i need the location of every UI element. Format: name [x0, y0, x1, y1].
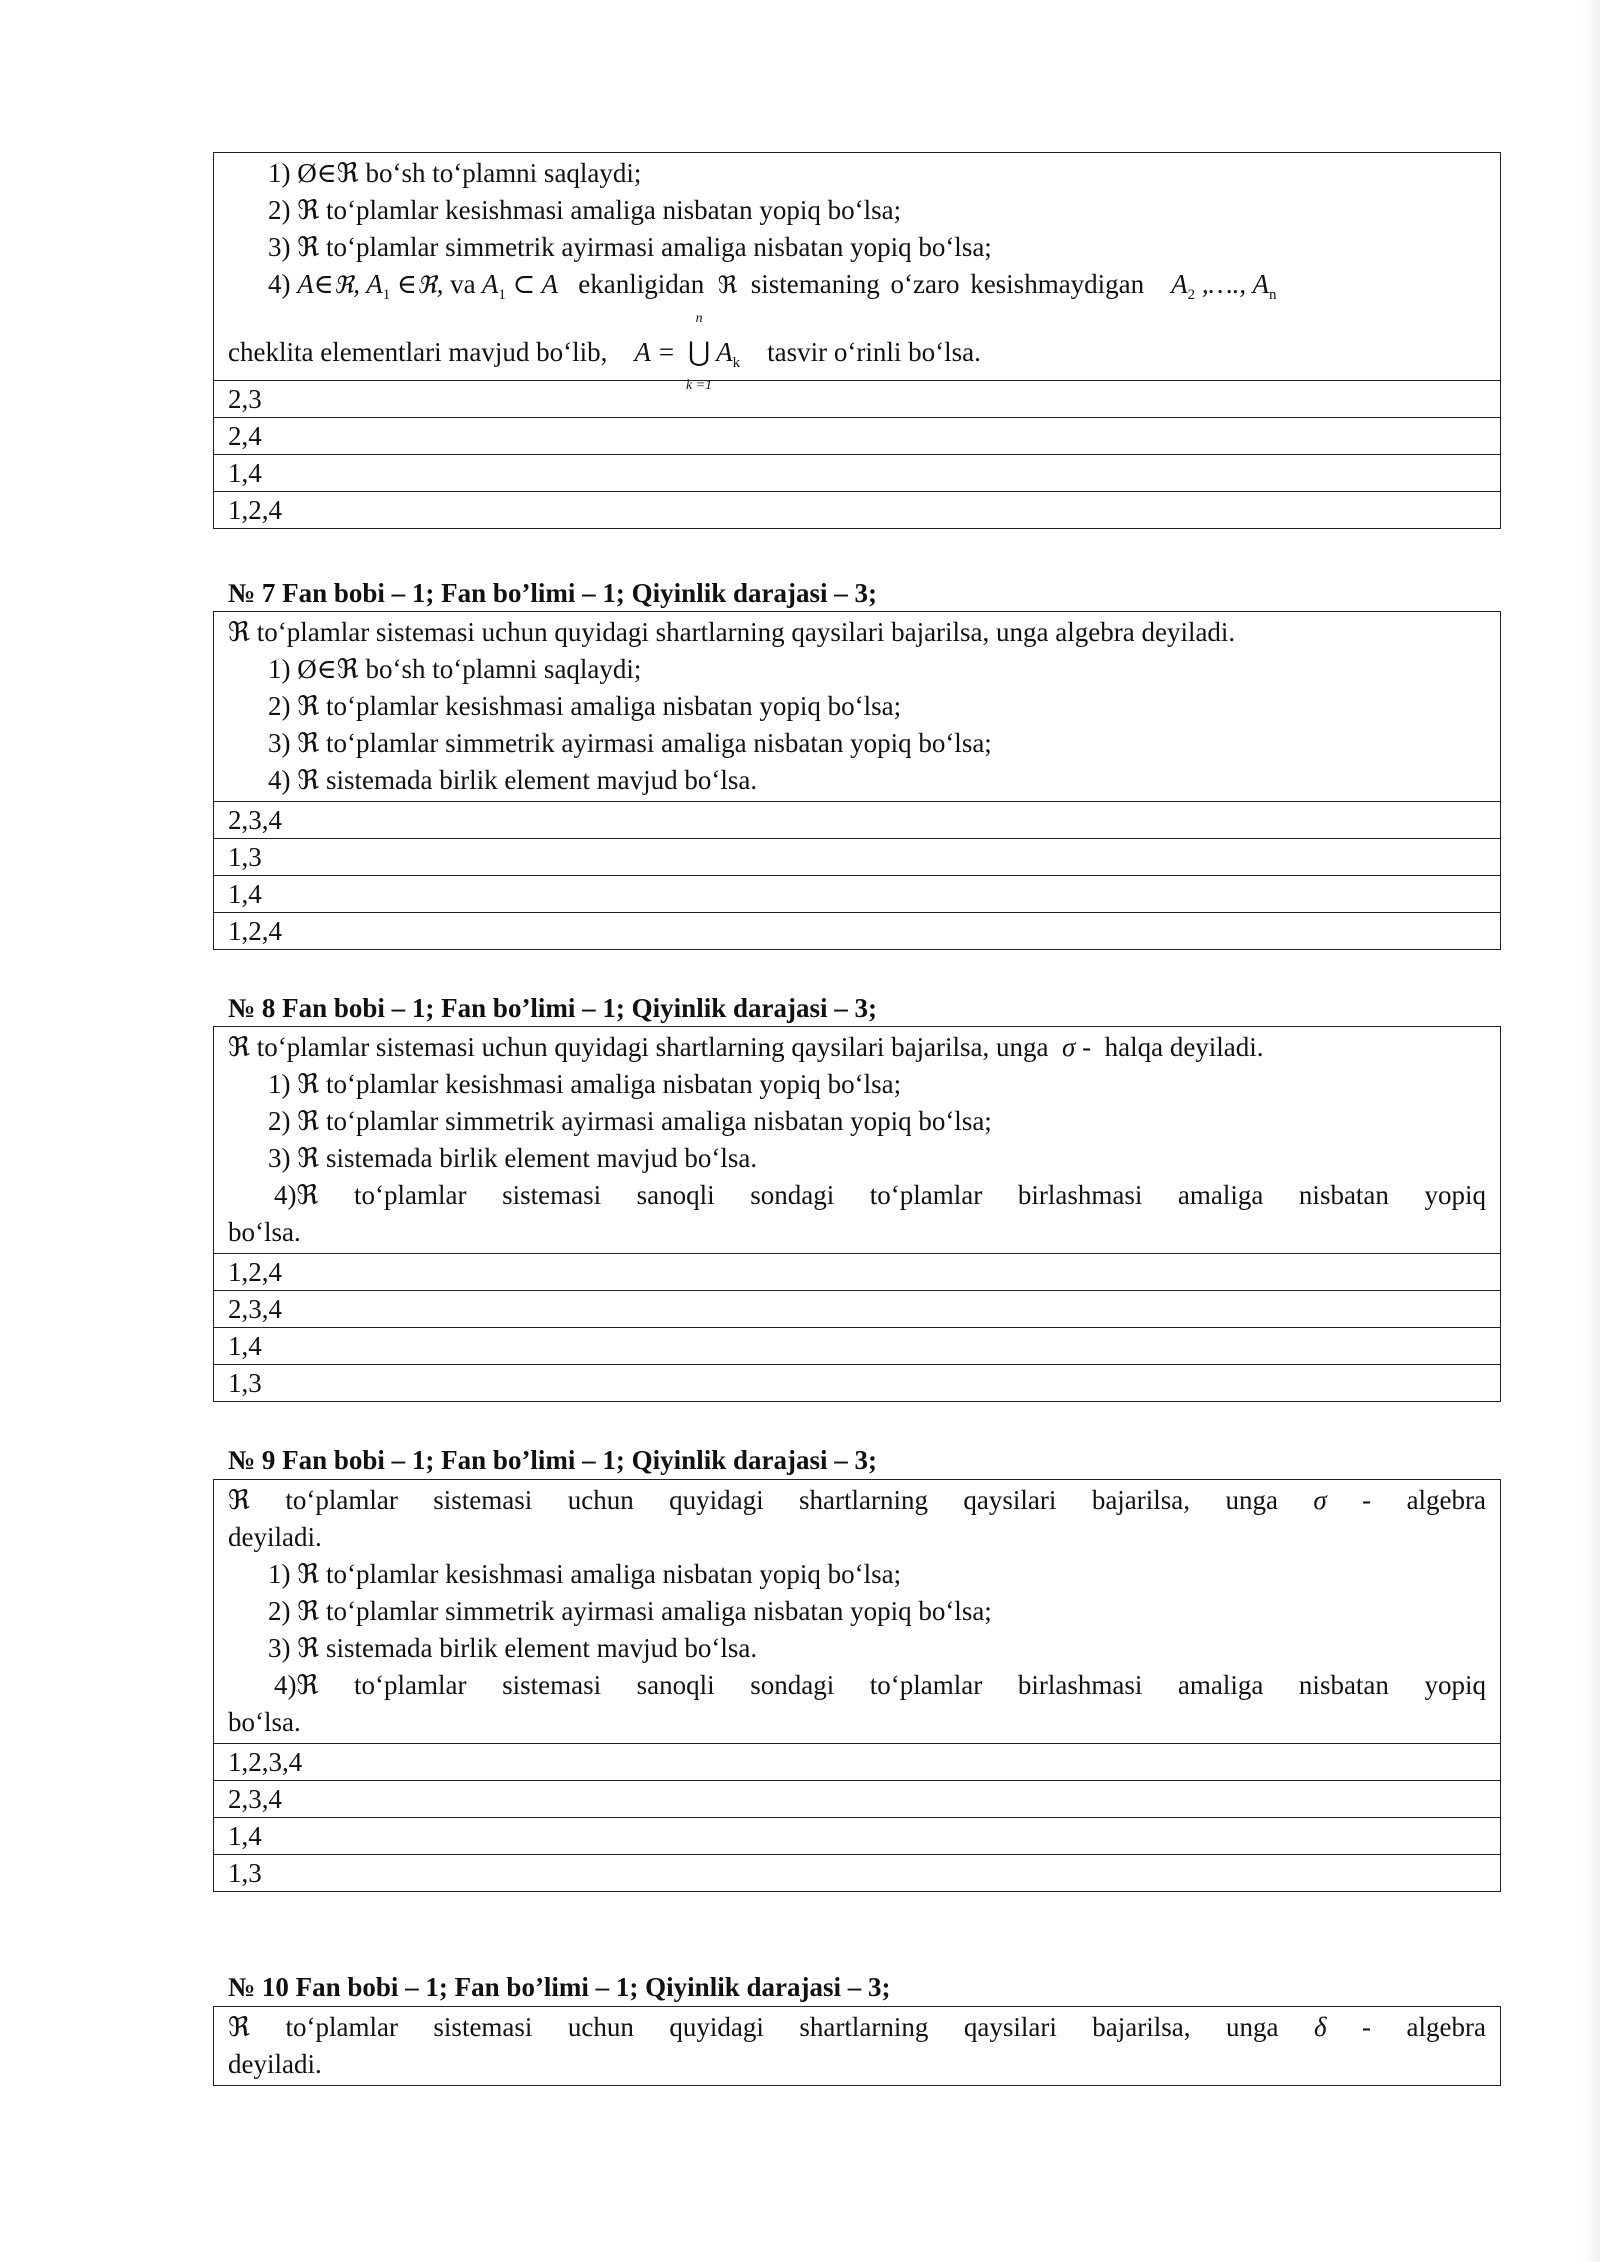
question-8-text [214, 1027, 1500, 1253]
condition-3: 3) ℜ to‘plamlar simmetrik ayirmasi amaliga nisbatan yopiq bo‘lsa; [268, 728, 992, 758]
delta-symbol: δ - [1314, 2012, 1372, 2042]
answer-option[interactable]: 2,3 [214, 380, 1500, 417]
answer-option[interactable]: 1,2,4 [214, 491, 1500, 528]
condition-1: 1) Ø∈ℜ bo‘sh to‘plamni saqlaydi; [268, 158, 642, 188]
answer-option[interactable]: 1,4 [214, 1327, 1500, 1364]
condition-4-number: 4) [268, 269, 291, 299]
question-8-heading: № 8 Fan bobi – 1; Fan bo’limi – 1; Qiyinlik darajasi – 3; [228, 993, 877, 1023]
question-10-table [213, 2006, 1501, 2086]
union-formula: A = n ⋃ k =1 $A_k$ [634, 311, 741, 393]
stem-text-end: halqa deyiladi. [1104, 1032, 1264, 1062]
answer-option[interactable]: 1,4 [214, 454, 1500, 491]
condition-4-text-d: tasvir o‘rinli bo‘lsa. [767, 337, 981, 367]
condition-4-sequence: $A_2$ ,…., $A_n$ [1171, 269, 1277, 303]
question-10-heading: № 10 Fan bobi – 1; Fan bo’limi – 1; Qiyinlik darajasi – 3; [228, 1972, 891, 2002]
condition-2: 2) ℜ to‘plamlar simmetrik ayirmasi amaliga nisbatan yopiq bo‘lsa; [268, 1106, 992, 1136]
question-10-text [214, 2007, 1500, 2085]
answer-option[interactable]: 1,2,4 [214, 912, 1500, 949]
answer-option[interactable]: 2,3,4 [214, 1290, 1500, 1327]
condition-2: 2) ℜ to‘plamlar simmetrik ayirmasi amaliga nisbatan yopiq bo‘lsa; [268, 1596, 992, 1626]
condition-1: 1) Ø∈ℜ bo‘sh to‘plamni saqlaydi; [268, 654, 642, 684]
answer-option[interactable]: 1,3 [214, 838, 1500, 875]
condition-4-formula: A∈ℜ, $A_1$ ∈ℜ, va $A_1$ ⊂ A [297, 269, 558, 303]
answer-option[interactable]: 1,4 [214, 875, 1500, 912]
condition-4: 4)ℜ to‘plamlar sistemasi sanoqli sondagi to‘plamlar birlashmasi amaliga nisbatan yopiq [274, 1670, 1486, 1700]
condition-3: 3) ℜ sistemada birlik element mavjud bo‘lsa. [268, 1633, 758, 1663]
condition-4-end: bo‘lsa. [228, 1217, 301, 1247]
question-7-text [214, 612, 1500, 801]
condition-4: 4) A∈ℜ, $A_1$ ∈ℜ, va $A_1$ ⊂ A ekanligidan ℜ sistemaning o‘zaro kesishmaydigan $A_2$ ,…., $A_n$ [268, 269, 1277, 303]
question-6-table [213, 152, 1501, 529]
stem-text-end: deyiladi. [228, 1522, 322, 1552]
condition-2: 2) ℜ to‘plamlar kesishmasi amaliga nisbatan yopiq bo‘lsa; [268, 195, 902, 225]
question-stem [228, 1029, 1486, 1066]
answer-option[interactable]: 1,2,4 [214, 1253, 1500, 1290]
question-9-table [213, 1479, 1501, 1892]
condition-4: 4) ℜ sistemada birlik element mavjud bo‘lsa. [268, 765, 758, 795]
answer-option[interactable]: 1,2,3,4 [214, 1743, 1500, 1780]
condition-1: 1) ℜ to‘plamlar kesishmasi amaliga nisbatan yopiq bo‘lsa; [268, 1069, 902, 1099]
page-edge-shadow [1582, 0, 1600, 2262]
condition-4-text-a: ekanligidan [578, 269, 705, 299]
stem-text-algebra: algebra [1406, 1485, 1487, 1515]
question-8-table [213, 1026, 1501, 1402]
question-9-text [214, 1480, 1500, 1743]
condition-4-text-c: cheklita elementlari mavjud bo‘lib, [228, 337, 608, 367]
stem-text: ℜ to‘plamlar sistemasi uchun quyidagi shartlarning qaysilari bajarilsa, unga [228, 1485, 1278, 1515]
question-6-text [214, 153, 1500, 393]
question-7-heading: № 7 Fan bobi – 1; Fan bo’limi – 1; Qiyinlik darajasi – 3; [228, 578, 877, 608]
condition-4-end: bo‘lsa. [228, 1707, 301, 1737]
answer-option[interactable]: 1,4 [214, 1817, 1500, 1854]
stem-text: ℜ to‘plamlar sistemasi uchun quyidagi shartlarning qaysilari bajarilsa, unga [228, 1032, 1049, 1062]
answer-option[interactable]: 1,3 [214, 1364, 1500, 1401]
condition-4-line2 [228, 311, 1486, 393]
answer-option[interactable]: 2,4 [214, 417, 1500, 454]
question-stem: ℜ to‘plamlar sistemasi uchun quyidagi shartlarning qaysilari bajarilsa, unga algebra deyiladi. [228, 617, 1236, 647]
stem-text-end: deyiladi. [228, 2049, 322, 2079]
condition-3: 3) ℜ to‘plamlar simmetrik ayirmasi amaliga nisbatan yopiq bo‘lsa; [268, 232, 992, 262]
stem-text: ℜ to‘plamlar sistemasi uchun quyidagi shartlarning qaysilari bajarilsa, unga [228, 2012, 1279, 2042]
condition-4: 4)ℜ to‘plamlar sistemasi sanoqli sondagi to‘plamlar birlashmasi amaliga nisbatan yopiq [274, 1180, 1486, 1210]
condition-2: 2) ℜ to‘plamlar kesishmasi amaliga nisbatan yopiq bo‘lsa; [268, 691, 902, 721]
condition-1: 1) ℜ to‘plamlar kesishmasi amaliga nisbatan yopiq bo‘lsa; [268, 1559, 902, 1589]
question-stem [228, 1482, 1486, 1519]
stem-text-algebra: algebra [1406, 2012, 1486, 2042]
sigma-symbol: σ - [1313, 1485, 1372, 1515]
answer-option[interactable]: 2,3,4 [214, 1780, 1500, 1817]
condition-3: 3) ℜ sistemada birlik element mavjud bo‘lsa. [268, 1143, 758, 1173]
question-stem [228, 2009, 1486, 2046]
answer-option[interactable]: 2,3,4 [214, 801, 1500, 838]
answer-option[interactable]: 1,3 [214, 1854, 1500, 1891]
question-7-table [213, 611, 1501, 950]
sigma-symbol: σ - [1062, 1032, 1092, 1062]
condition-4-text-b: sistemaning o‘zaro kesishmaydigan [750, 269, 1145, 299]
question-9-heading: № 9 Fan bobi – 1; Fan bo’limi – 1; Qiyinlik darajasi – 3; [228, 1445, 877, 1475]
